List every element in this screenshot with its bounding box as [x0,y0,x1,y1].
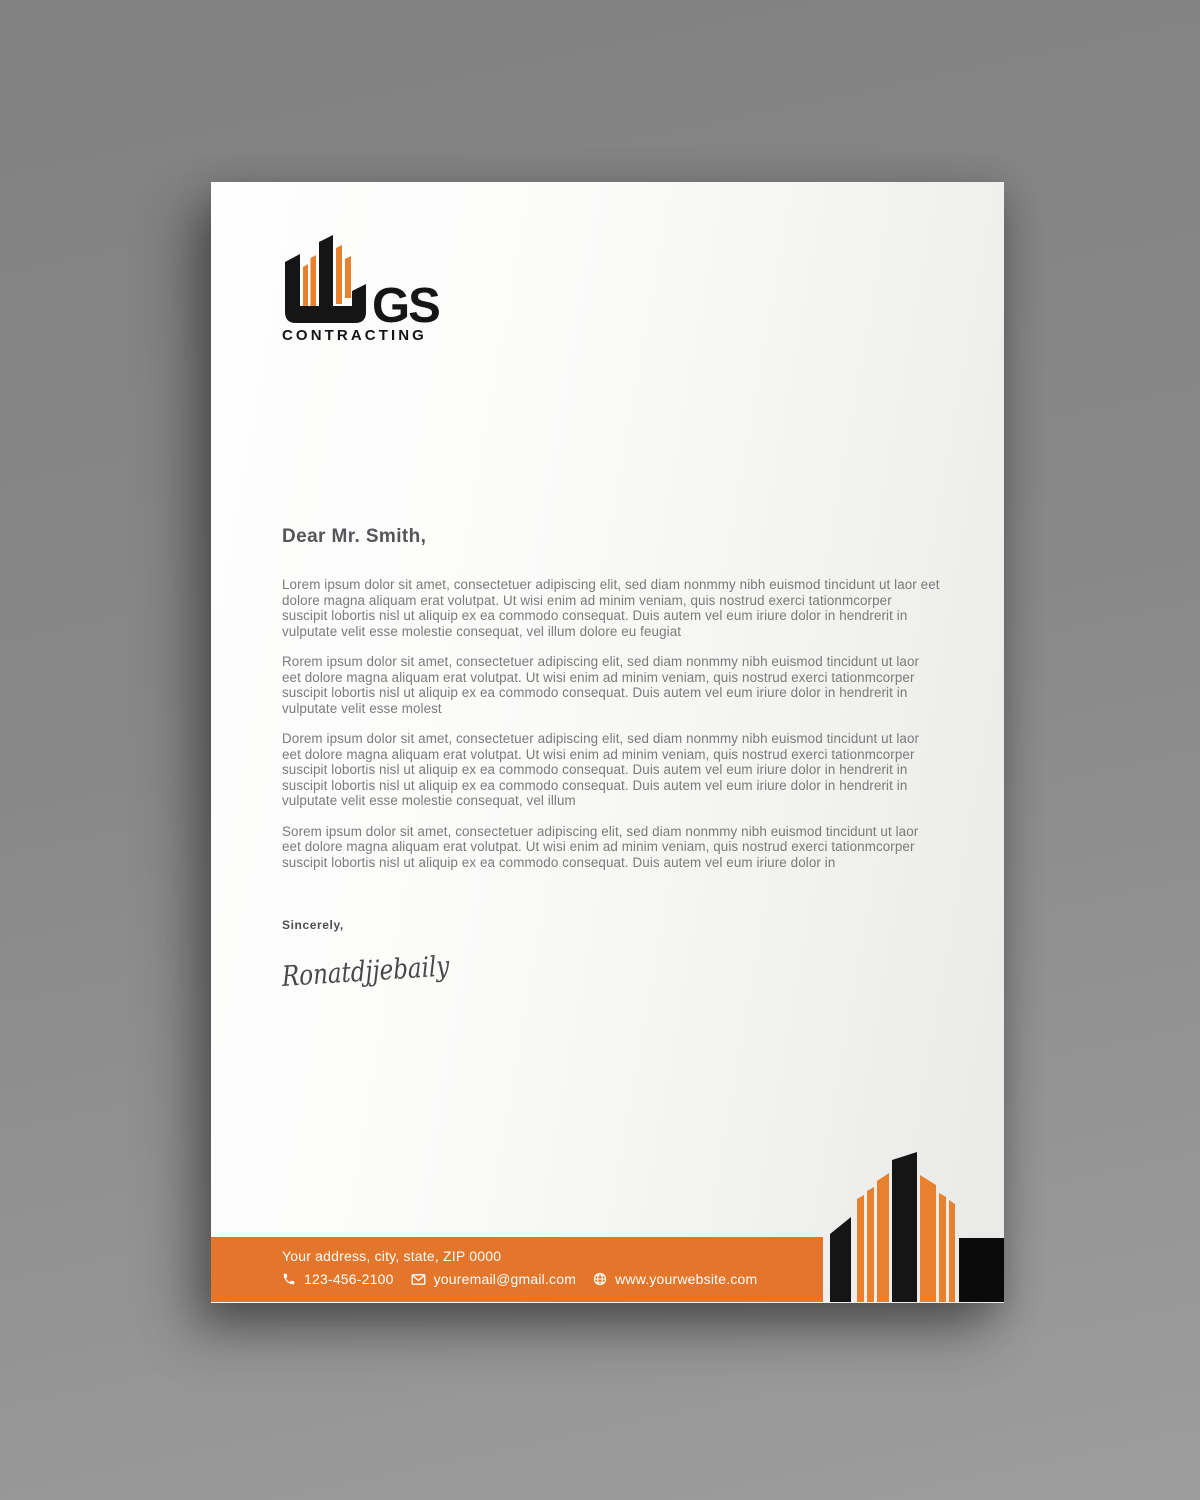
footer-bar [211,1237,823,1302]
footer-contact-row [282,1271,823,1287]
company-logo [282,234,442,344]
letter-paragraph: Dorem ipsum dolor sit amet, consectetuer adipiscing elit, sed diam nonmmy nibh euismod tincidunt ut laor eet dolore magna aliquam erat volutpat. Ut wisi enim ad minim veniam, quis nostrud exerci tationmcorper suscipit lobortis nisl ut aliquip ex ea commodo consequat. Duis autem vel eum iriure dolor in hendrerit in suscipit lobortis nisl ut aliquip ex ea commodo consequat. Duis autem vel eum iriure dolor in hendrerit in vulputate velit esse molestie consequat, vel illum [282,731,920,808]
footer-phone: 123-456-2100 [304,1271,394,1287]
letterhead-paper [211,182,1004,1303]
footer-website: www.yourwebsite.com [615,1271,758,1287]
skyline-graphic-icon [829,1151,1004,1302]
footer-email-item [411,1271,577,1287]
envelope-icon [411,1273,426,1286]
letter-paragraph: Rorem ipsum dolor sit amet, consectetuer adipiscing elit, sed diam nonmmy nibh euismod tincidunt ut laor eet dolore magna aliquam erat volutpat. Ut wisi enim ad minim veniam, quis nostrud exerci tationmcorper suscipit lobortis nisl ut aliquip ex ea commodo consequat. Duis autem vel eum iriure dolor in hendrerit in vulputate velit esse molest [282,654,920,716]
letter-paragraph: Lorem ipsum dolor sit amet, consectetuer adipiscing elit, sed diam nonmmy nibh euismod tincidunt ut laor eet dolore magna aliquam erat volutpat. Ut wisi enim ad minim veniam, quis nostrud exerci tationmcorper suscipit lobortis nisl ut aliquip ex ea commodo consequat. Duis autem vel eum iriure dolor in hendrerit in vulputate velit esse molestie consequat, vel illum dolore eu feugiat [282,577,940,639]
letter-body [282,577,940,885]
logo-tagline: CONTRACTING [282,327,427,344]
phone-icon [282,1272,296,1286]
salutation: Dear Mr. Smith, [282,526,427,547]
buildings-j-mark-icon [282,234,370,324]
footer-website-item [593,1271,757,1287]
logo-row [282,234,442,333]
footer-email: youremail@gmail.com [433,1271,577,1287]
signature: Ronatdjjebaily [281,949,450,993]
closing: Sincerely, [282,918,344,932]
letter-paragraph: Sorem ipsum dolor sit amet, consectetuer adipiscing elit, sed diam nonmmy nibh euismod tincidunt ut laor eet dolore magna aliquam erat volutpat. Ut wisi enim ad minim veniam, quis nostrud exerci tationmcorper suscipit lobortis nisl ut aliquip ex ea commodo consequat. Duis autem vel eum iriure dolor in [282,823,919,870]
footer-address: Your address, city, state, ZIP 0000 [282,1248,502,1264]
footer-phone-item [282,1271,394,1287]
globe-icon [593,1272,607,1286]
logo-text: GS [372,278,439,333]
